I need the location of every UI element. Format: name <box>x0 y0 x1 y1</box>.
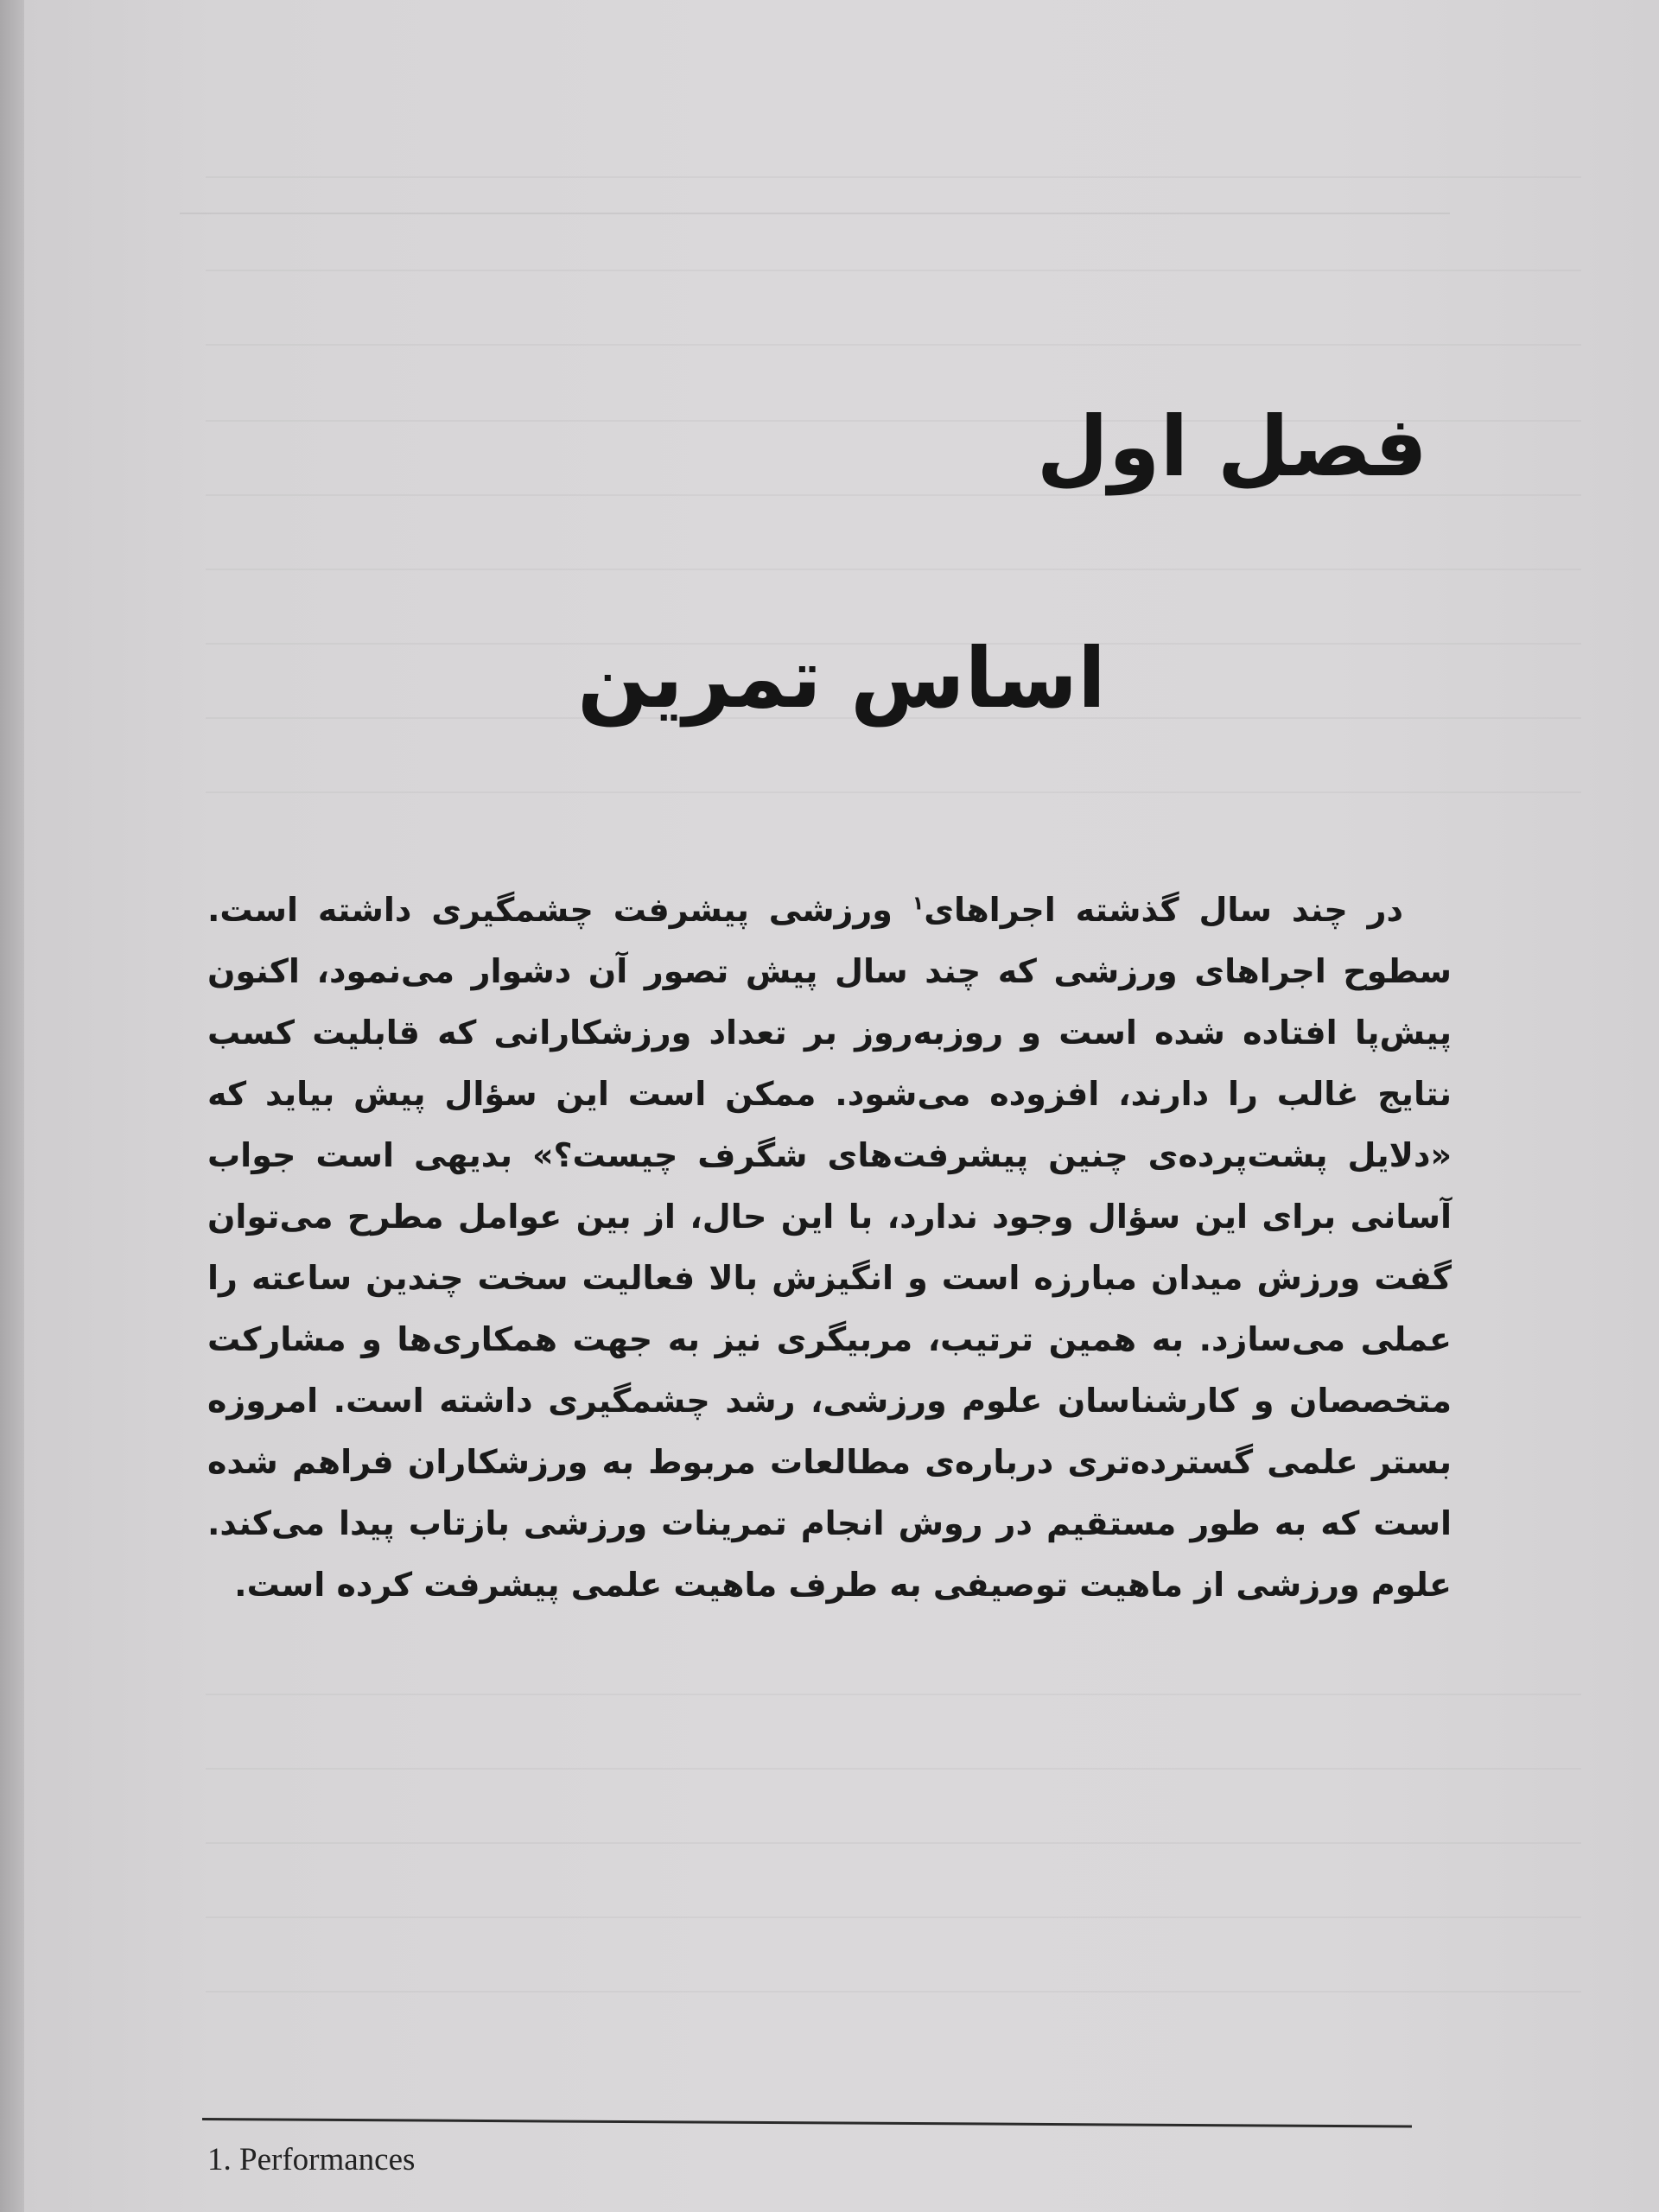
show-through-line <box>206 1991 1581 1993</box>
body-text-start: در چند سال گذشته اجراهای <box>924 891 1403 929</box>
chapter-title: اساس تمرین <box>577 630 1106 727</box>
show-through-line <box>206 1768 1581 1770</box>
body-text-rest: ورزشی پیشرفت چشمگیری داشته است. سطوح اجراهای ورزشی که چند سال پیش تصور آن دشوار می‌نمود، اکنون پیش‌پا افتاده شده است و روزبه‌روز بر تعداد ورزشکارانی که قابلیت کسب نتایج غالب را دارند، افزوده می‌شود. ممکن است این سؤال پیش بیاید که «دلایل پشت‌پرده‌ی چنین پیشرفت‌های شگرف چیست؟» بدیهی است جواب آسانی برای این سؤال وجود ندارد، با این حال، از بین عوامل مطرح می‌توان گفت ورزش میدان مبارزه است و انگیزش بالا فعالیت سخت چندین ساعته را عملی می‌سازد. به همین ترتیب، مربیگری نیز به جهت همکاری‌ها و مشارکت متخصصان و کارشناسان علوم ورزشی، رشد چشمگیری داشته است. امروزه بستر علمی گسترده‌تری درباره‌ی مطالعات مربوط به ورزشکاران فراهم شده است که به طور مستقیم در روش انجام تمرینات ورزشی بازتاب پیدا می‌کند. علوم ورزشی از ماهیت توصیفی به طرف ماهیت علمی پیشرفت کرده است. <box>207 891 1452 1604</box>
show-through-line <box>206 1694 1581 1695</box>
footnote-marker: ۱ <box>912 893 925 915</box>
footnote: 1. Performances <box>207 2142 416 2177</box>
show-through-line <box>206 176 1581 178</box>
show-through-line <box>206 569 1581 570</box>
body-paragraph <box>207 880 1452 1616</box>
show-through-line <box>206 344 1581 346</box>
show-through-header-rule <box>180 213 1450 214</box>
chapter-number: فصل اول <box>1036 398 1427 495</box>
book-page <box>24 0 1659 2212</box>
page-gutter-shadow <box>0 0 24 2212</box>
show-through-line <box>206 270 1581 271</box>
footnote-separator <box>202 2118 1412 2128</box>
show-through-line <box>206 1916 1581 1918</box>
show-through-line <box>206 1842 1581 1844</box>
show-through-line <box>206 791 1581 793</box>
